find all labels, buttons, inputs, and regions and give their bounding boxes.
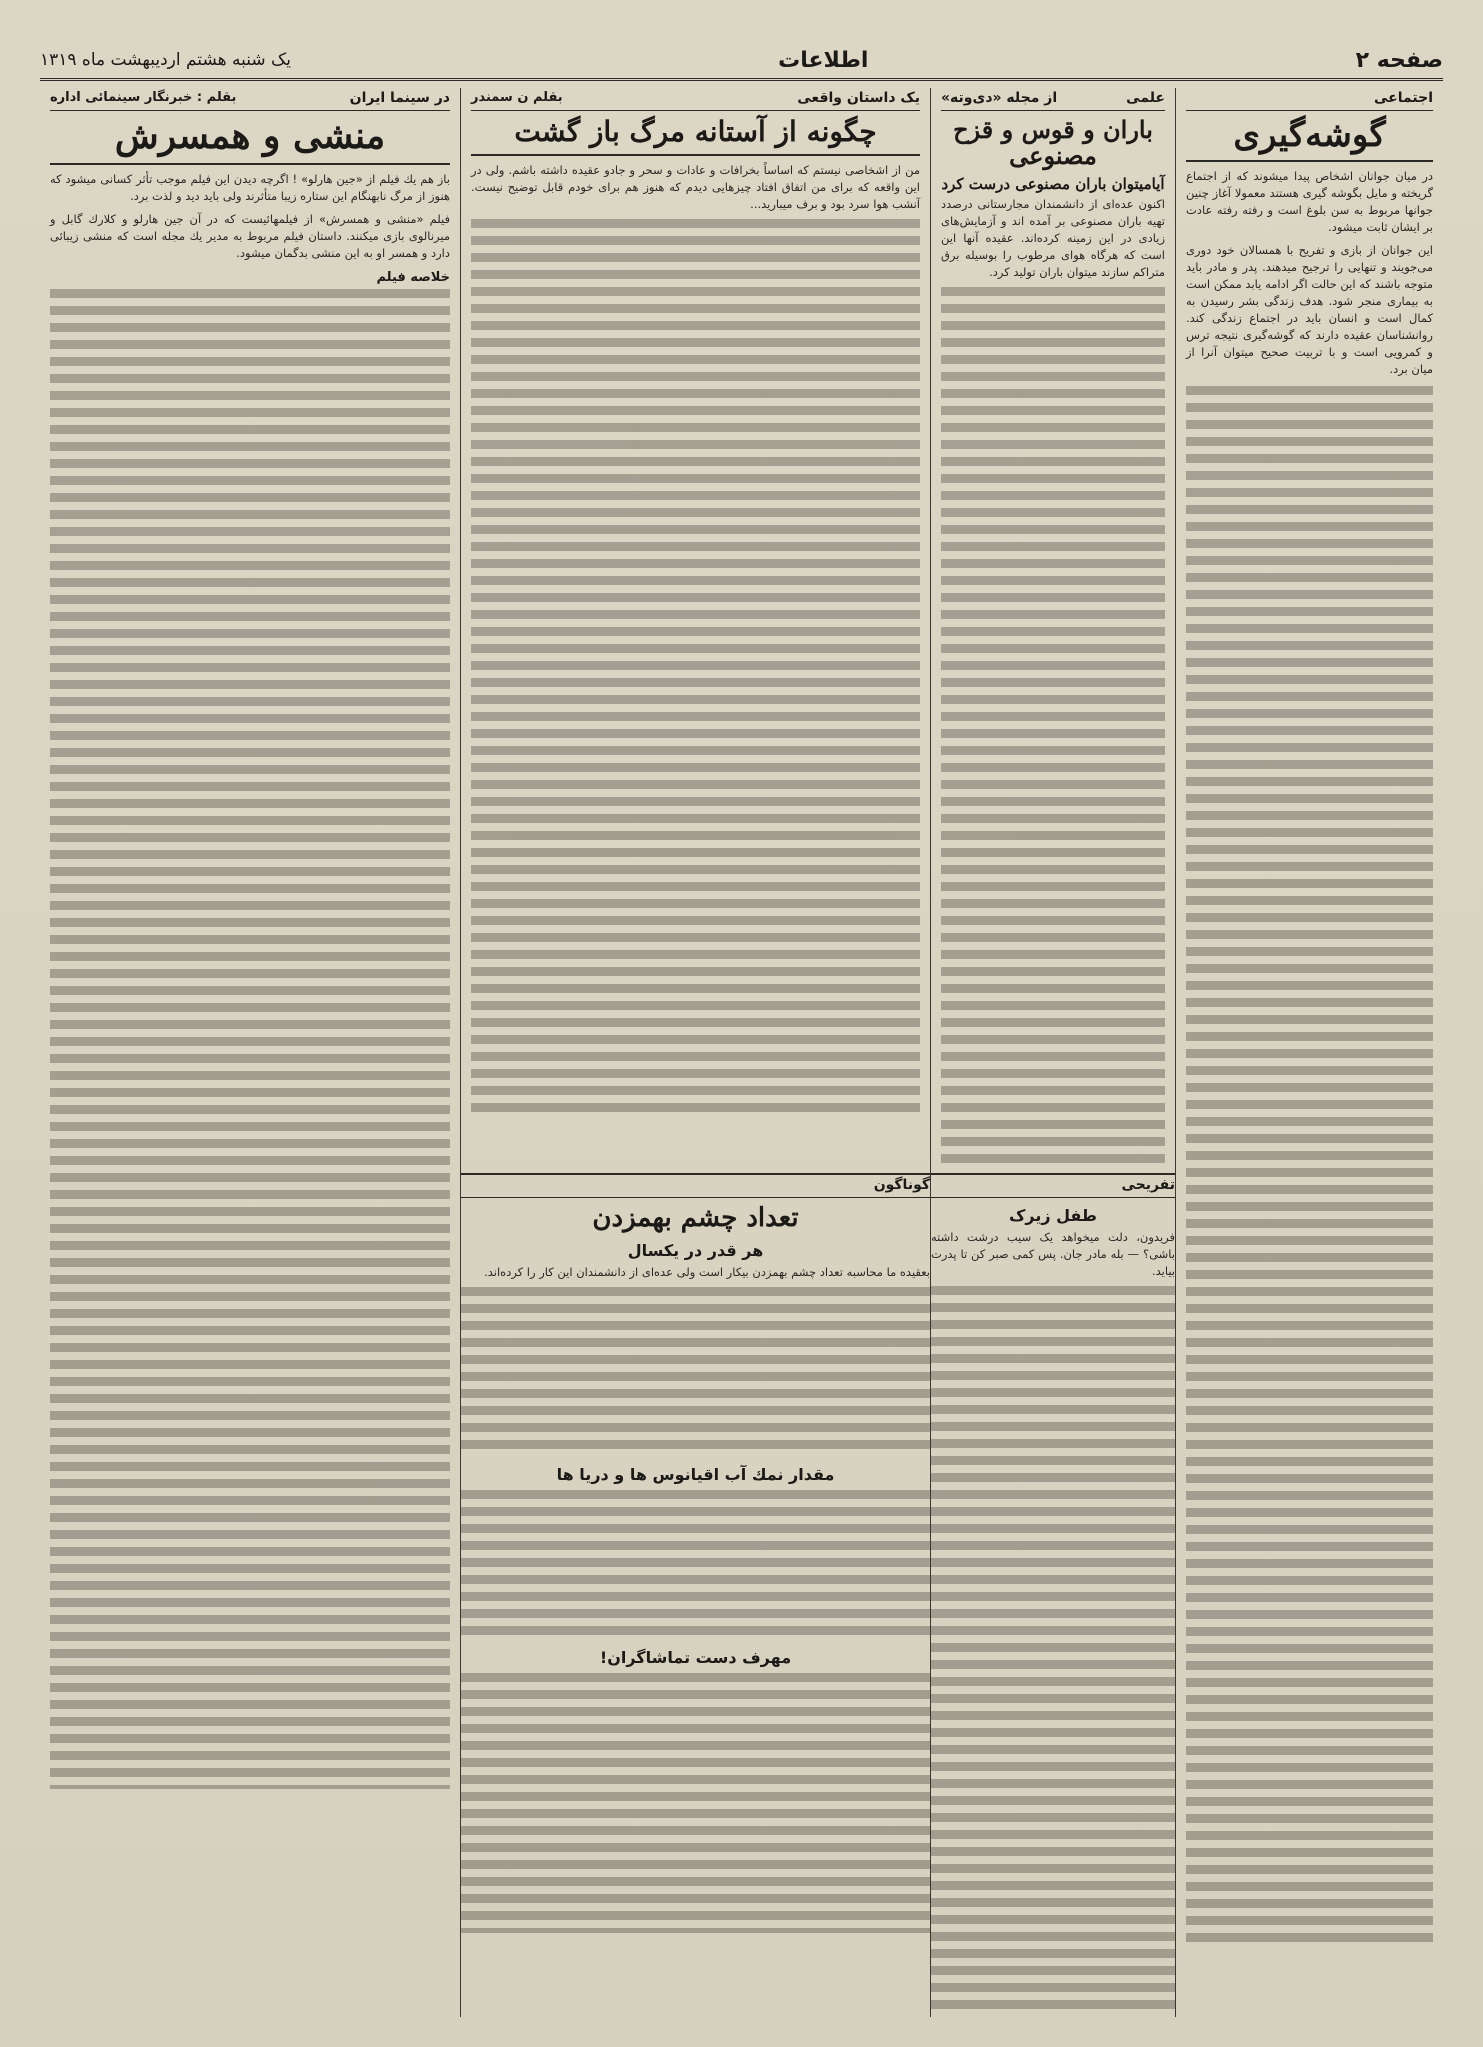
divider	[1186, 160, 1433, 162]
article-text-block	[471, 219, 920, 1119]
article-subtitle: آیامیتوان باران مصنوعی درست کرد	[941, 174, 1165, 193]
section-label	[931, 1175, 1175, 1198]
paper-name: اطلاعات	[778, 47, 869, 73]
box-miscellaneous	[461, 1173, 930, 2017]
issue-date: یک شنبه هشتم اردیبهشت ماه ۱۳۱۹	[40, 50, 291, 70]
article-text-block	[941, 287, 1165, 1167]
section-label	[1186, 88, 1433, 111]
section-label	[461, 1175, 930, 1198]
box-body: بعقیده ما محاسبه تعداد چشم بهمزدن بیکار است ولی عده‌ای از دانشمندان این کار را کرده‌اند.	[484, 1264, 930, 1279]
source-label: از مجله «دی‌وته»	[941, 90, 1058, 106]
box-subtitle-salt: مقدار نمك آب اقيانوس ها و دريا ها	[556, 1464, 835, 1484]
article-title: باران و قوس و قزح مصنوعی	[953, 115, 1153, 171]
section-label	[471, 88, 920, 111]
masthead	[40, 42, 1443, 81]
column-cinema	[40, 88, 460, 2017]
section-name: علمی	[1126, 90, 1165, 106]
box-subtitle-audience: مهرف دست تماشاگران!	[599, 1647, 792, 1667]
article-lead: در میان جوانان اشخاص پیدا میشوند که از اجتماع گریخته و مایل بگوشه گیری هستند معمولا آغاز چنین جوانها مربوط به سن بلوغ است و رفته رفته عادت بر ایشان ثابت میشود.	[1186, 169, 1433, 235]
article-body: این جوانان از بازی و تفریح با همسالان خود دوری می‌جویند و تنهایی را ترجیح میدهند. پدر و مادر باید متوجه باشند که این حالت اگر ادامه یابد ممکن است به بیماری منجر شود. هدف زندگی بشر رسیدن به کمال است و انسان باید در اجتماع زندگی کند. روانشناسان عقیده دارند که گوشه‌گیری نتیجه ترس و کمرویی است و با تربیت صحیح میتوان آنرا از میان برد.	[1186, 243, 1433, 377]
box-text-block	[461, 1287, 930, 1457]
section-name: گوناگون	[873, 1177, 930, 1193]
article-title: چگونه از آستانه مرگ باز گشت	[514, 115, 877, 148]
section-name: اجتماعی	[1374, 90, 1433, 106]
film-summary-label: خلاصه فیلم	[376, 269, 450, 285]
article-intro: باز هم یك فیلم از «جین هارلو» ! اگرچه دیدن این فیلم موجب تأثر کسانی میشود که هنوز از مرگ نابهنگام این ستاره زیبا متأثرند ولی باید دید و لذت برد.	[50, 171, 450, 203]
column-social	[1175, 88, 1443, 2017]
page-number: صفحه ۲	[1355, 47, 1443, 73]
article-body: فیلم «منشی و همسرش» از فیلمهائیست که در آن جین هارلو و کلارك گابل و میرنالوی بازی میکنند. داستان فیلم مربوط به مدیر یك مجله است که منشی زیبائی دارد و همسر او به این منشی بدگمان میشود.	[50, 211, 450, 260]
box-title: طفل زیرک	[1009, 1206, 1097, 1225]
divider	[471, 154, 920, 156]
box-text-block	[461, 1490, 930, 1640]
box-body: فریدون، دلت میخواهد یک سیب درشت داشته باشی؟ — بله مادر جان. پس کمی صبر کن تا پدرت بیاید.	[931, 1230, 1175, 1278]
divider	[50, 163, 450, 165]
section-name: تفریحی	[1121, 1177, 1175, 1193]
article-text-block	[1186, 386, 1433, 1946]
article-body: اکنون عده‌ای از دانشمندان مجارستانی درصدد تهیه باران مصنوعی بر آمده اند و آزمایش‌های زیادی در این زمینه کرده‌اند. عقیده آنها این است که هرگاه هوای مرطوب را بوسیله برق متراکم سازند میتوان باران تولید کرد.	[941, 197, 1165, 280]
byline: بقلم ن سمندر	[471, 90, 563, 105]
article-text-block	[50, 289, 450, 1789]
article-title: گوشه‌گیری	[1233, 115, 1386, 155]
box-text-block	[461, 1673, 930, 1933]
byline: بقلم : خبرنگار سینمائی اداره	[50, 90, 237, 105]
column-story	[460, 88, 930, 2017]
box-subtitle: هر قدر در یکسال	[627, 1240, 764, 1260]
section-label	[50, 88, 450, 111]
article-title: منشی و همسرش	[114, 115, 386, 157]
article-body: من از اشخاصی نیستم که اساساً بخرافات و عادات و سحر و جادو عقیده داشته باشم. ولی در این واقعه که برای من اتفاق افتاد چیزهایی دیدم که هنوز هم برای خودم قابل توضیح نیست. آنشب هوا سرد بود و برف میبارید...	[471, 162, 920, 211]
article-columns	[40, 88, 1443, 2017]
section-name: در سینما ایران	[349, 90, 450, 106]
column-science	[930, 88, 1175, 2017]
box-text-block	[931, 1286, 1175, 2017]
box-entertainment	[931, 1173, 1175, 2017]
box-title: تعداد چشم بهمزدن	[592, 1203, 799, 1233]
section-name: یک داستان واقعی	[797, 90, 920, 106]
section-label	[941, 88, 1165, 111]
